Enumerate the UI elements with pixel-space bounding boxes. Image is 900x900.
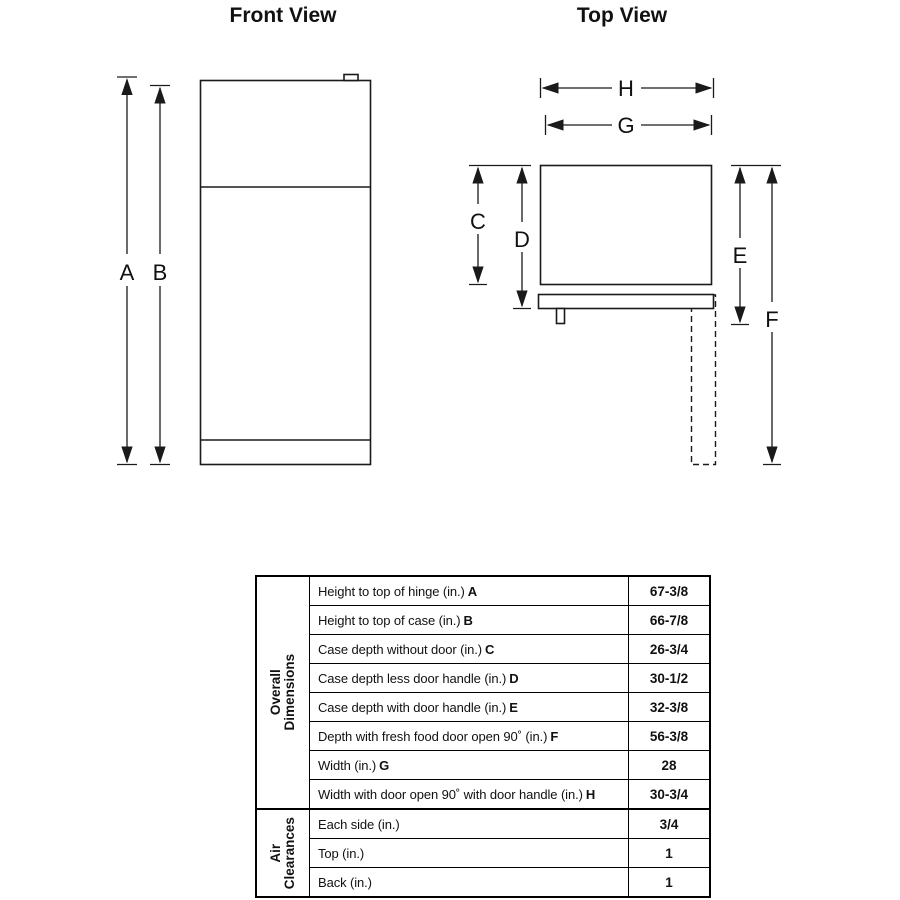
table-row-depth-less-handle	[310, 663, 709, 692]
table-row-depth-with-handle	[310, 692, 709, 721]
section-label-line: Air	[267, 843, 283, 863]
dimension-f	[760, 168, 784, 465]
door-hinge-stub	[557, 309, 565, 324]
table-row-clearance-top	[310, 838, 709, 867]
front-view-title: Front View	[229, 4, 337, 27]
row-key-letter: E	[509, 699, 518, 715]
row-description: Case depth less door handle (in.) D	[318, 670, 519, 686]
section-air-clearances	[257, 808, 709, 896]
dimension-a	[115, 77, 139, 465]
dim-label-d: D	[514, 227, 530, 252]
top-hinge-cap	[344, 75, 358, 81]
section-label-overall-dimensions	[257, 577, 310, 808]
dim-label-h: H	[618, 76, 634, 101]
open-door-dashed-outline	[692, 295, 716, 465]
dim-label-f: F	[765, 307, 779, 332]
row-key-letter: G	[379, 757, 390, 773]
dim-label-a: A	[119, 260, 135, 285]
row-value: 56-3/8	[628, 722, 709, 750]
row-description: Case depth without door (in.) C	[318, 641, 495, 657]
row-value: 32-3/8	[628, 693, 709, 721]
row-value: 67-3/8	[628, 577, 709, 605]
row-description: Top (in.)	[318, 845, 365, 861]
dim-label-g: G	[617, 113, 635, 138]
table-row-width	[310, 750, 709, 779]
row-description: Case depth with door handle (in.) E	[318, 699, 518, 715]
table-row-depth-door-open	[310, 721, 709, 750]
top-view	[466, 4, 784, 465]
row-key-letter: B	[463, 612, 473, 628]
fridge-front-outline	[201, 81, 371, 465]
row-description: Height to top of case (in.) B	[318, 612, 473, 628]
row-description: Back (in.)	[318, 874, 372, 890]
dimensions-table	[255, 575, 711, 898]
section-label-air-clearances	[257, 810, 310, 896]
row-key-letter: H	[585, 786, 596, 802]
row-description: Depth with fresh food door open 90˚ (in.) F	[318, 728, 559, 744]
row-key-letter: F	[550, 728, 559, 744]
row-value: 30-3/4	[628, 780, 709, 808]
dimension-e	[728, 166, 781, 325]
row-value: 1	[628, 839, 709, 867]
row-key-letter: C	[485, 641, 495, 657]
top-view-title: Top View	[576, 4, 668, 27]
section-label-line: Dimensions	[282, 654, 297, 731]
table-row-clearance-side	[310, 810, 709, 838]
dimension-g	[546, 112, 712, 138]
row-description: Width with door open 90˚ with door handle (in.) H	[318, 786, 596, 802]
table-row-height-case	[310, 605, 709, 634]
section-label-line: Overall	[267, 669, 283, 716]
table-row-width-door-open	[310, 779, 709, 808]
dimension-h	[541, 75, 714, 101]
dim-label-e: E	[732, 243, 748, 268]
row-value: 3/4	[628, 810, 709, 838]
table-row-height-hinge	[310, 577, 709, 605]
row-description: Each side (in.)	[318, 816, 400, 832]
table-row-depth-no-door	[310, 634, 709, 663]
dim-label-c: C	[470, 209, 486, 234]
dimension-d	[510, 168, 534, 309]
front-view	[115, 4, 371, 465]
row-description: Width (in.) G	[318, 757, 390, 773]
row-value: 28	[628, 751, 709, 779]
row-value: 26-3/4	[628, 635, 709, 663]
row-value: 1	[628, 868, 709, 896]
row-description: Height to top of hinge (in.) A	[318, 583, 478, 599]
door-front-outline	[539, 295, 714, 309]
row-value: 30-1/2	[628, 664, 709, 692]
row-value: 66-7/8	[628, 606, 709, 634]
row-key-letter: D	[509, 670, 519, 686]
case-top-outline	[541, 166, 712, 285]
section-overall-dimensions	[257, 577, 709, 808]
row-key-letter: A	[467, 583, 478, 599]
section-label-line: Clearances	[282, 816, 297, 890]
table-row-clearance-back	[310, 867, 709, 896]
dimension-b	[148, 86, 172, 465]
dim-label-b: B	[152, 260, 168, 285]
